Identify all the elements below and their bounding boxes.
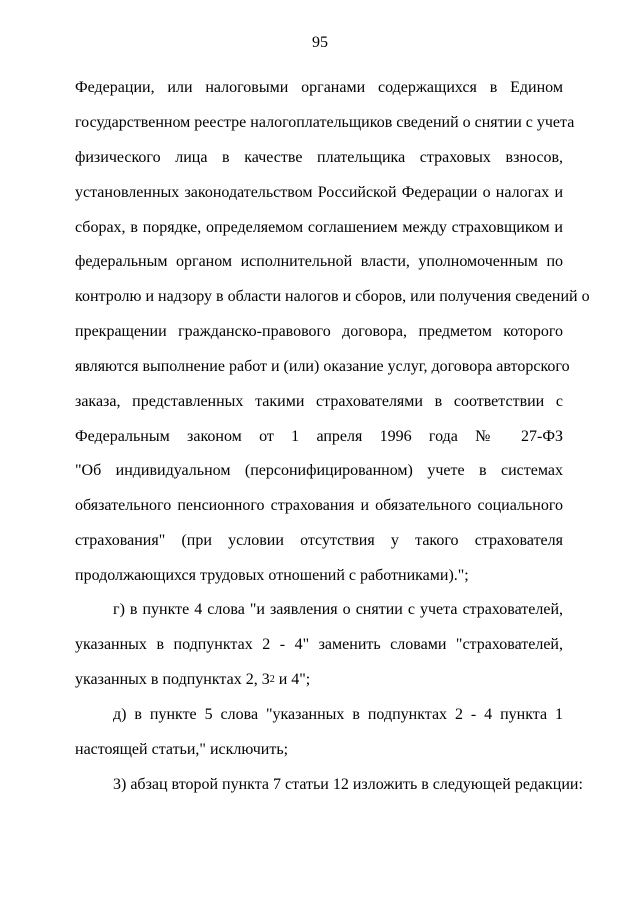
text-fragment: указанных в подпунктах 2, 3	[75, 671, 270, 688]
text-line: Федеральным законом от 1 апреля 1996 года № 27-ФЗ	[75, 428, 563, 445]
text-line: сборах, в порядке, определяемом соглашением между страховщиком и	[75, 219, 563, 236]
text-line: прекращении гражданско-правового договора, предметом которого	[75, 323, 563, 340]
text-line: "Об индивидуальном (персонифицированном) учете в системах	[75, 462, 563, 479]
text-line: заказа, представленных такими страхователями в соответствии с	[75, 393, 563, 410]
text-line: настоящей статьи," исключить;	[75, 741, 289, 758]
text-line: федеральным органом исполнительной власти, уполномоченным по	[75, 253, 563, 270]
text-line: обязательного пенсионного страхования и обязательного социального	[75, 497, 563, 514]
superscript: 2	[269, 674, 275, 685]
text-line: являются выполнение работ и (или) оказание услуг, договора авторского	[75, 358, 570, 375]
text-line: Федерации, или налоговыми органами содержащихся в Едином	[75, 79, 563, 96]
text-line: установленных законодательством Российской Федерации о налогах и	[75, 184, 563, 201]
text-line: д) в пункте 5 слова "указанных в подпунктах 2 - 4 пункта 1	[113, 706, 563, 723]
text-line: страхования" (при условии отсутствия у такого страхователя	[75, 532, 563, 549]
text-line: г) в пункте 4 слова "и заявления о снятии с учета страхователей,	[113, 601, 563, 618]
text-line: государственном реестре налогоплательщиков сведений о снятии с учета	[75, 114, 575, 131]
text-line: продолжающихся трудовых отношений с работниками).";	[75, 567, 469, 584]
text-line: контролю и надзору в области налогов и сборов, или получения сведений о	[75, 288, 590, 305]
text-line: 3) абзац второй пункта 7 статьи 12 изложить в следующей редакции:	[113, 776, 583, 793]
page-number: 95	[312, 34, 328, 51]
text-line: указанных в подпунктах 2 - 4" заменить словами "страхователей,	[75, 636, 563, 653]
text-line	[75, 670, 563, 690]
text-line: физического лица в качестве плательщика страховых взносов,	[75, 149, 563, 166]
text-fragment: и 4";	[274, 671, 311, 688]
